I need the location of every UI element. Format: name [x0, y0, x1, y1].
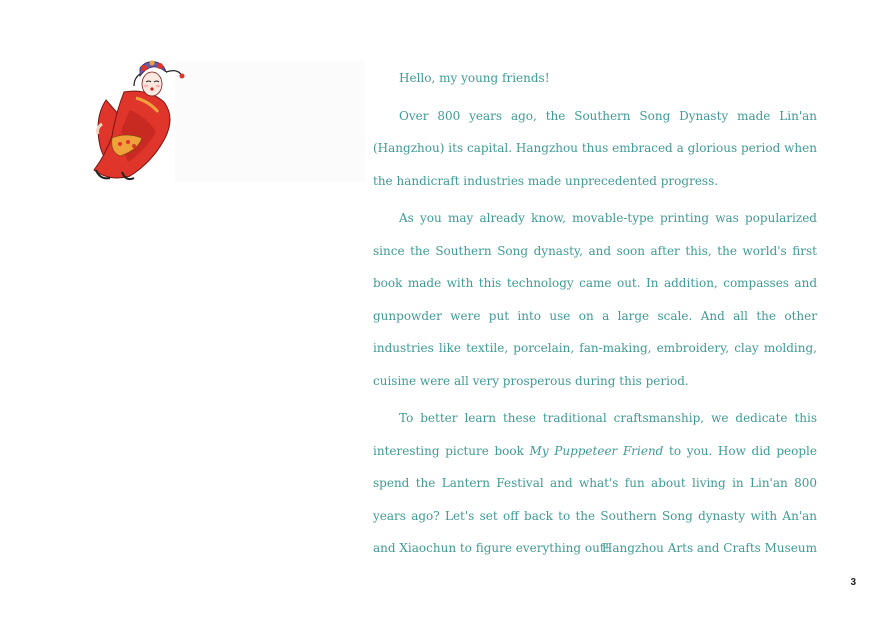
paragraph-3-rest: to you. How did people spend the Lantern Festival and what's fun about living in Lin'an 800 years ago? Let's set off back to the Southern Song dynasty with An'an and Xiaochun to figure everything out! — [373, 443, 817, 555]
letter-paragraph-2: As you may already know, movable-type printing was popularized since the Southern Song dynasty, and soon after this, the world's first book made with this technology came out. In addition, compasses and gunpowder were put into use on a large scale. And all the other industries like textile, porcelain, fan-making, embroidery, clay molding, cuisine were all very prosperous during this period. — [373, 211, 817, 388]
letter-body — [373, 62, 817, 570]
page-number: 3 — [850, 577, 856, 588]
book-title: My Puppeteer Friend — [529, 443, 664, 458]
letter-greeting: Hello, my young friends! — [399, 71, 550, 85]
illustration-backdrop — [175, 62, 365, 182]
letter-signature: Hangzhou Arts and Crafts Museum — [601, 541, 817, 555]
paragraph-3-intro: To better learn these traditional craftsmanship, we dedicate this interesting picture book — [373, 411, 817, 458]
puppet-figure-icon — [86, 58, 196, 186]
letter-paragraph-1: Over 800 years ago, the Southern Song Dynasty made Lin'an (Hangzhou) its capital. Hangzhou thus embraced a glorious period when the handicraft industries made unprecedented progress. — [373, 108, 817, 188]
